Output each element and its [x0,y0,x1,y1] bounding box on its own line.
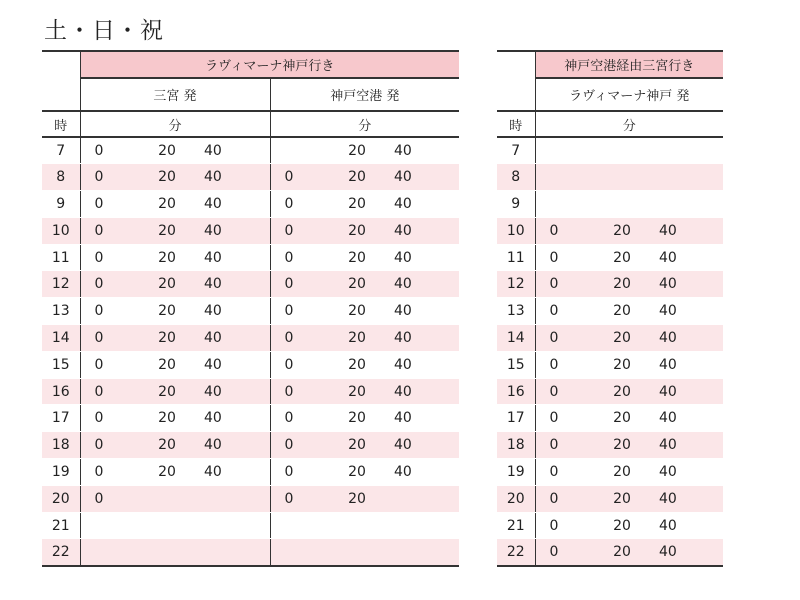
minute-cell: 40 [655,325,723,352]
minute-cell [324,512,390,539]
minute-cell: 20 [589,325,655,352]
minute-cell: 0 [80,164,134,191]
minute-cell: 0 [535,298,589,325]
minute-cell: 0 [535,512,589,539]
table-row [42,325,459,352]
table-row [497,432,723,459]
minute-cell: 0 [535,539,589,566]
minute-cell: 0 [535,325,589,352]
minute-cell: 0 [535,405,589,432]
minute-cell: 20 [134,432,200,459]
table-row [497,351,723,378]
minute-cell [589,191,655,218]
minute-cell: 0 [535,378,589,405]
timetable-to-sannomiya [497,50,723,567]
minute-cell: 20 [134,191,200,218]
hour-cell: 10 [42,217,80,244]
minute-cell: 20 [134,378,200,405]
minute-cell: 20 [134,325,200,352]
minute-cell: 0 [80,217,134,244]
table-row [497,191,723,218]
hour-cell: 17 [497,405,535,432]
minute-cell: 40 [390,459,459,486]
minute-cell: 20 [134,351,200,378]
hour-cell: 17 [42,405,80,432]
hour-cell: 12 [497,271,535,298]
minute-cell: 20 [589,217,655,244]
minute-cell: 20 [324,351,390,378]
corner-cell [497,51,535,78]
table-row [42,244,459,271]
minute-cell: 40 [200,217,270,244]
minute-cell [535,191,589,218]
minute-cell: 40 [390,351,459,378]
hour-cell: 12 [42,271,80,298]
table-row [42,539,459,566]
minute-cell: 20 [589,485,655,512]
hour-cell: 21 [42,512,80,539]
timetable-to-lavimana [42,50,459,567]
table-row [42,298,459,325]
table-row [42,217,459,244]
hour-cell: 7 [42,137,80,164]
minute-cell: 0 [270,432,324,459]
table-row [497,217,723,244]
hour-cell: 16 [497,378,535,405]
minute-cell: 0 [80,378,134,405]
origin-header-sannomiya: 三宮 発 [80,78,270,111]
minute-header: 分 [80,111,270,137]
minute-cell [390,539,459,566]
minute-cell: 40 [655,298,723,325]
origin-header-lavimana: ラヴィマーナ神戸 発 [535,78,723,111]
minute-cell [270,539,324,566]
minute-cell: 20 [134,271,200,298]
minute-cell: 40 [655,432,723,459]
minute-cell: 0 [535,271,589,298]
minute-cell: 0 [80,351,134,378]
minute-cell: 40 [200,137,270,164]
hour-cell: 14 [497,325,535,352]
hour-cell: 11 [42,244,80,271]
minute-cell: 40 [200,164,270,191]
minute-cell: 40 [200,298,270,325]
minute-cell: 20 [589,351,655,378]
minute-cell: 20 [589,539,655,566]
minute-cell: 20 [589,378,655,405]
table-row [497,244,723,271]
table-row [497,325,723,352]
origin-header-kobe-airport: 神戸空港 発 [270,78,459,111]
table-row [42,351,459,378]
minute-cell: 40 [200,191,270,218]
hour-header: 時 [42,111,80,137]
table-row [42,378,459,405]
minute-cell: 0 [535,432,589,459]
minute-cell: 40 [390,378,459,405]
hour-header: 時 [497,111,535,137]
minute-cell: 20 [324,405,390,432]
minute-cell: 0 [270,378,324,405]
hour-cell: 18 [42,432,80,459]
minute-cell: 20 [324,217,390,244]
minute-cell [80,539,134,566]
minute-cell: 40 [200,271,270,298]
minute-cell: 40 [655,405,723,432]
minute-cell: 0 [80,485,134,512]
minute-cell: 40 [390,137,459,164]
table-row [497,271,723,298]
minute-cell: 20 [589,405,655,432]
minute-cell: 20 [134,164,200,191]
minute-cell [390,485,459,512]
hour-cell: 18 [497,432,535,459]
minute-cell: 0 [80,137,134,164]
minute-cell: 0 [270,244,324,271]
minute-cell: 20 [324,164,390,191]
minute-cell: 40 [390,191,459,218]
minute-cell: 0 [80,325,134,352]
minute-cell: 20 [589,432,655,459]
minute-cell [270,137,324,164]
minute-cell: 20 [324,137,390,164]
minute-cell: 40 [655,378,723,405]
hour-cell: 8 [42,164,80,191]
minute-cell: 20 [589,244,655,271]
minute-cell [535,164,589,191]
minute-cell [200,485,270,512]
hour-cell: 9 [497,191,535,218]
minute-cell: 40 [200,325,270,352]
destination-header: ラヴィマーナ神戸行き [80,51,459,78]
minute-cell: 20 [589,459,655,486]
minute-cell: 0 [80,405,134,432]
hour-cell: 20 [497,485,535,512]
hour-cell: 13 [42,298,80,325]
minute-cell: 0 [535,244,589,271]
minute-cell: 20 [324,325,390,352]
minute-header: 分 [535,111,723,137]
table-row [497,405,723,432]
minute-cell: 40 [655,512,723,539]
page-title: 土・日・祝 [44,18,164,44]
minute-cell: 40 [655,539,723,566]
corner-cell [42,51,80,78]
minute-cell: 40 [200,378,270,405]
hour-cell: 16 [42,378,80,405]
minute-cell: 40 [655,459,723,486]
hour-cell: 13 [497,298,535,325]
hour-cell: 8 [497,164,535,191]
minute-cell: 40 [390,271,459,298]
minute-cell: 40 [390,217,459,244]
minute-cell: 40 [390,164,459,191]
minute-cell: 20 [134,459,200,486]
minute-cell: 40 [655,217,723,244]
table-row [497,512,723,539]
table-row [42,432,459,459]
minute-cell [589,164,655,191]
minute-cell [655,191,723,218]
minute-cell: 0 [535,459,589,486]
minute-cell: 20 [134,244,200,271]
table-row [497,137,723,164]
minute-cell [80,512,134,539]
minute-cell: 0 [270,164,324,191]
minute-cell: 0 [270,217,324,244]
hour-cell: 19 [497,459,535,486]
minute-cell: 20 [134,137,200,164]
minute-cell: 0 [270,298,324,325]
table-row [497,378,723,405]
minute-cell [134,485,200,512]
minute-cell: 40 [390,298,459,325]
table-row [42,485,459,512]
minute-cell [200,539,270,566]
hour-cell: 11 [497,244,535,271]
minute-cell: 40 [655,271,723,298]
minute-cell: 40 [655,485,723,512]
minute-cell: 20 [134,298,200,325]
minute-cell: 40 [655,351,723,378]
minute-cell: 0 [270,485,324,512]
table-row [497,485,723,512]
minute-cell: 40 [390,325,459,352]
minute-cell: 0 [535,485,589,512]
minute-cell: 0 [535,351,589,378]
minute-cell: 20 [324,378,390,405]
minute-cell: 0 [270,459,324,486]
minute-cell [390,512,459,539]
minute-cell: 0 [80,298,134,325]
minute-cell: 0 [535,217,589,244]
hour-cell: 20 [42,485,80,512]
minute-cell [589,137,655,164]
table-row [42,164,459,191]
minute-cell: 0 [270,271,324,298]
minute-cell: 20 [324,459,390,486]
minute-cell [324,539,390,566]
minute-cell: 0 [80,244,134,271]
minute-cell: 20 [324,244,390,271]
hour-cell: 7 [497,137,535,164]
minute-cell: 40 [200,244,270,271]
minute-cell [134,512,200,539]
table-row [42,459,459,486]
minute-cell: 40 [200,432,270,459]
table-row [497,459,723,486]
minute-cell: 0 [80,459,134,486]
minute-cell: 0 [80,432,134,459]
table-row [42,512,459,539]
minute-cell: 40 [200,405,270,432]
hour-cell: 9 [42,191,80,218]
minute-cell: 0 [270,191,324,218]
table-row [497,539,723,566]
table-row [42,137,459,164]
minute-cell: 0 [80,271,134,298]
minute-cell [200,512,270,539]
table-row [42,405,459,432]
minute-cell: 20 [589,512,655,539]
minute-cell: 20 [324,191,390,218]
minute-cell: 0 [270,325,324,352]
minute-cell [270,512,324,539]
hour-cell: 21 [497,512,535,539]
minute-cell: 20 [324,271,390,298]
minute-cell: 20 [324,485,390,512]
minute-cell: 40 [390,432,459,459]
minute-cell: 40 [390,405,459,432]
minute-cell: 20 [134,405,200,432]
hour-cell: 14 [42,325,80,352]
minute-cell [655,164,723,191]
minute-cell: 40 [200,351,270,378]
hour-cell: 22 [497,539,535,566]
minute-cell: 20 [589,271,655,298]
corner-cell [497,78,535,111]
minute-cell: 20 [589,298,655,325]
minute-cell: 0 [270,351,324,378]
corner-cell [42,78,80,111]
minute-cell [134,539,200,566]
destination-header: 神戸空港経由三宮行き [535,51,723,78]
table-row [42,271,459,298]
minute-cell: 40 [200,459,270,486]
table-row [497,164,723,191]
hour-cell: 19 [42,459,80,486]
minute-cell: 0 [270,405,324,432]
hour-cell: 22 [42,539,80,566]
minute-header: 分 [270,111,459,137]
minute-cell: 20 [134,217,200,244]
minute-cell: 0 [80,191,134,218]
hour-cell: 10 [497,217,535,244]
minute-cell [535,137,589,164]
minute-cell: 20 [324,432,390,459]
minute-cell [655,137,723,164]
minute-cell: 40 [655,244,723,271]
table-row [42,191,459,218]
hour-cell: 15 [42,351,80,378]
minute-cell: 20 [324,298,390,325]
table-row [497,298,723,325]
minute-cell: 40 [390,244,459,271]
hour-cell: 15 [497,351,535,378]
